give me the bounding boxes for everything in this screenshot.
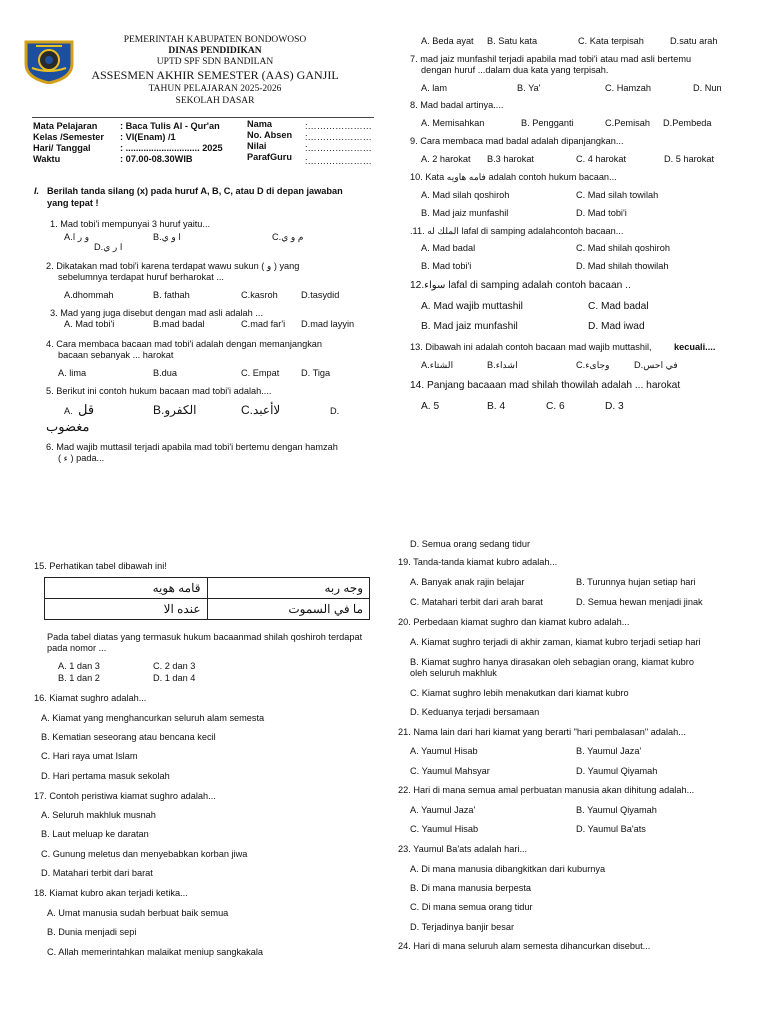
header-divider xyxy=(32,117,374,118)
question-text-line: D. 1 dan 4 xyxy=(153,673,196,683)
question-text-line: B. Mad tobi'i xyxy=(421,261,472,271)
mapel-label: Mata Pelajaran xyxy=(33,121,98,131)
header-line-3: UPTD SPF SDN BANDILAN xyxy=(156,57,274,67)
question-text-line: D. Semua hewan menjadi jinak xyxy=(576,597,703,607)
q5-option-d-arabic: مغضوب xyxy=(46,419,90,434)
question-text-line: 7. mad jaiz munfashil terjadi apabila mad tobi'i atau mad asli bertemu xyxy=(410,54,692,64)
header-line-1: PEMERINTAH KABUPATEN BONDOWOSO xyxy=(123,35,307,45)
question-text-line: C. Yaumul Hisab xyxy=(410,824,479,834)
question-text-line: D. Yaumul Ba'ats xyxy=(576,824,646,834)
question-text-line: C.mad far'i xyxy=(241,319,286,329)
question-text-line: A. Di mana manusia dibangkitkan dari kuburnya xyxy=(410,864,606,874)
question-text-line: C. Mad shilah qoshiroh xyxy=(576,243,670,253)
question-text-line: sebelumnya terdapat huruf berharokat ... xyxy=(58,272,224,282)
question-text-line: A. 5 xyxy=(421,401,440,412)
q5-option-b: B.الكفرو xyxy=(153,403,197,417)
question-text-line: 6. Mad wajib muttasil terjadi apabila mad tobi'i bertemu dengan hamzah xyxy=(46,442,338,452)
question-text-line: ( ء ) pada... xyxy=(58,453,105,463)
question-text-line: D. Matahari terbit dari barat xyxy=(41,868,153,878)
question-text-line: B.mad badal xyxy=(153,319,205,329)
question-text-line: C. 2 dan 3 xyxy=(153,661,196,671)
question-text-line: 2. Dikatakan mad tobi'i karena terdapat wawu sukun ( و ) yang xyxy=(46,261,300,271)
question-text-line: 3. Mad yang juga disebut dengan mad asli adalah ... xyxy=(50,308,263,318)
question-text-line: A. 2 harokat xyxy=(421,154,471,164)
question-text-line: C.وجاىء xyxy=(576,360,610,370)
question-text-line: 24. Hari di mana seluruh alam semesta dihancurkan disebut... xyxy=(398,941,651,951)
question-text-line: C. Empat xyxy=(241,368,280,378)
question-text-line: D. Hari pertama masuk sekolah xyxy=(41,771,170,781)
question-text-line: C.م و ي xyxy=(272,232,304,242)
question-text-line: C. Mad silah towilah xyxy=(576,190,659,200)
question-text-line: A. Memisahkan xyxy=(421,118,485,128)
nama-field[interactable]: :………………… xyxy=(305,121,372,131)
question-text-line: C. Mad badal xyxy=(588,301,649,312)
question-text-line: 19. Tanda-tanda kiamat kubro adalah... xyxy=(398,557,558,567)
question-text-line: 13. Dibawah ini adalah contoh bacaan mad wajib muttashil, xyxy=(410,342,652,352)
question-text-line: B.3 harokat xyxy=(487,154,534,164)
question-text-line: 1. Mad tobi'i mempunyai 3 huruf yaitu... xyxy=(50,219,211,229)
question-text-line: oleh seluruh makhluk xyxy=(410,668,497,678)
question-text-line: C.kasroh xyxy=(241,290,278,300)
question-text-line: dengan huruf ...dalam dua kata yang terpisah. xyxy=(421,65,609,75)
question-text-line: D.Pembeda xyxy=(663,118,712,128)
question-text-line: D. Semua orang sedang tidur xyxy=(410,539,531,549)
question-text-line: A. lima xyxy=(58,368,87,378)
question-text-line: D. Mad tobi'i xyxy=(576,208,627,218)
question-text-line: 9. Cara membaca mad badal adalah dipanjangkan... xyxy=(410,136,624,146)
question-text-line: 5. Berikut ini contoh hukum bacaan mad tobi'i adalah.... xyxy=(46,386,272,396)
paraf-field[interactable]: :………………… xyxy=(305,156,372,166)
question-text-line: A.dhommah xyxy=(64,290,114,300)
question-text-line: Pada tabel diatas yang termasuk hukum bacaanmad shilah qoshiroh terdapat xyxy=(47,632,363,642)
question-text-line: 16. Kiamat sughro adalah... xyxy=(34,693,147,703)
nama-label: Nama xyxy=(247,119,273,129)
hari-label: Hari/ Tanggal xyxy=(33,143,91,153)
question-text-line: B. Mad jaiz munfashil xyxy=(421,208,509,218)
table-cell: عنده الا xyxy=(45,599,208,620)
question-text-line: D.tasydid xyxy=(301,290,340,300)
instruction-number: I. xyxy=(34,186,40,196)
question-text-line: A. Seluruh makhluk musnah xyxy=(41,810,156,820)
question-text-line: A. Kiamat yang menghancurkan seluruh alam semesta xyxy=(41,713,265,723)
question-text-line: B. Dunia menjadi sepi xyxy=(47,927,137,937)
question-text-line: D. 5 harokat xyxy=(664,154,715,164)
question-text-line: 18. Kiamat kubro akan terjadi ketika... xyxy=(34,888,188,898)
question-text-line: D. Terjadinya banjir besar xyxy=(410,922,515,932)
question-text-line: A. Mad wajib muttashil xyxy=(421,301,523,312)
question-text-line: C. Di mana semua orang tidur xyxy=(410,902,533,912)
question-text-line: D.ا ر ي xyxy=(94,242,123,252)
table-cell: ما في السموت xyxy=(207,599,370,620)
nilai-field[interactable]: :………………… xyxy=(305,143,372,153)
question-text-line: 15. Perhatikan tabel dibawah ini! xyxy=(34,561,167,571)
question-text-line: B. Kiamat sughro hanya dirasakan oleh sebagian orang, kiamat kubro xyxy=(410,657,694,667)
question-text-line: D. 3 xyxy=(605,401,624,412)
question-text-line: 4. Cara membaca bacaan mad tobi'i adalah dengan memanjangkan xyxy=(46,339,323,349)
question-text-line: D.satu arah xyxy=(670,36,718,46)
question-text-line: D. Keduanya terjadi bersamaan xyxy=(410,707,540,717)
question-text-line: B. fathah xyxy=(153,290,190,300)
question-text-line: bacaan sebanyak ... harokat xyxy=(58,350,174,360)
instruction-line-1: Berilah tanda silang (x) pada huruf A, B, C, atau D di depan jawaban xyxy=(47,186,343,196)
question-text-line: 12.سواء lafal di samping adalah contoh bacaan .. xyxy=(410,280,631,291)
question-text-line: A. Yaumul Hisab xyxy=(410,746,478,756)
waktu-label: Waktu xyxy=(33,154,61,164)
question-text-line: B. Yaumul Jaza' xyxy=(576,746,642,756)
q5-option-d-label: D. xyxy=(330,406,340,416)
question-text-line: C. Allah memerintahkan malaikat meniup sangkakala xyxy=(47,947,264,957)
question-text-line: B. 4 xyxy=(487,401,506,412)
mapel-value: : Baca Tulis Al - Qur'an xyxy=(120,121,220,131)
question-text-line: A. Mad badal xyxy=(421,243,476,253)
absen-field[interactable]: :………………… xyxy=(305,132,372,142)
question-text-line: D. Mad iwad xyxy=(588,321,645,332)
table-cell: وجه ربه xyxy=(207,578,370,599)
question-text-line: 17. Contoh peristiwa kiamat sughro adalah... xyxy=(34,791,216,801)
question-text-line: C. 6 xyxy=(546,401,565,412)
question-text-line: B.اشداء xyxy=(487,360,518,370)
question-text-line: B. Mad jaiz munfashil xyxy=(421,321,518,332)
question-text-line: B.ا و ي xyxy=(153,232,181,242)
q5-option-a-arabic: قل xyxy=(78,402,95,417)
question-text-line: B. Pengganti xyxy=(521,118,574,128)
question-text-line: 14. Panjang bacaaan mad shilah thowilah adalah ... harokat xyxy=(410,380,681,391)
question-text-line: B. Di mana manusia berpesta xyxy=(410,883,532,893)
question-text-line: B.dua xyxy=(153,368,178,378)
question-text-line: 21. Nama lain dari hari kiamat yang berarti "hari pembalasan" adalah... xyxy=(398,727,686,737)
question-text-line: A.و ر ا xyxy=(64,232,90,242)
question-text-line: A. Banyak anak rajin belajar xyxy=(410,577,525,587)
question-text-line: B. Ya' xyxy=(517,83,541,93)
question-text-line: A. Kiamat sughro terjadi di akhir zaman, kiamat kubro terjadi setiap hari xyxy=(410,637,701,647)
question-text-line: A.الشتاء xyxy=(421,360,454,370)
question-text-line: B. 1 dan 2 xyxy=(58,673,100,683)
question-text-line: 20. Perbedaan kiamat sughro dan kiamat kubro adalah... xyxy=(398,617,630,627)
question-text-line: D. Yaumul Qiyamah xyxy=(576,766,658,776)
question-text-line: D.mad layyin xyxy=(301,319,355,329)
absen-label: No. Absen xyxy=(247,130,293,140)
table-cell: قامه هويه xyxy=(45,578,208,599)
question-text-line: A. Yaumul Jaza' xyxy=(410,805,476,815)
question-text-line: C.Pemisah xyxy=(605,118,650,128)
question-text-line: A. Mad tobi'i xyxy=(64,319,115,329)
header-line-5: TAHUN PELAJARAN 2025-2026 xyxy=(148,84,282,94)
question-text-line: B. Laut meluap ke daratan xyxy=(41,829,149,839)
q15-table xyxy=(44,577,370,620)
kelas-value: : VI(Enam) /1 xyxy=(120,132,176,142)
question-text-line: D. Tiga xyxy=(301,368,331,378)
waktu-value: : 07.00-08.30WIB xyxy=(120,154,193,164)
question-text-line: B. Kematian seseorang atau bencana kecil xyxy=(41,732,216,742)
question-text-line: C. 4 harokat xyxy=(576,154,627,164)
q5-option-c: C.لاأعبد xyxy=(241,403,281,417)
question-text-line: pada nomor ... xyxy=(47,643,107,653)
question-text-line: B. Yaumul Qiyamah xyxy=(576,805,657,815)
question-text-line: .11. الملك له lafal di samping adalahcontoh bacaan... xyxy=(410,226,624,236)
question-text-line: C. Matahari terbit dari arah barat xyxy=(410,597,543,607)
question-text-line: A. Umat manusia sudah berbuat baik semua xyxy=(47,908,229,918)
question-text-line: 10. Kata فامه هاويه adalah contoh hukum bacaan... xyxy=(410,172,617,182)
bondowoso-emblem-icon xyxy=(22,38,76,84)
header-line-2: DINAS PENDIDIKAN xyxy=(168,46,262,56)
question-text-line: D. Nun xyxy=(693,83,722,93)
nilai-label: Nilai xyxy=(247,141,267,151)
question-text-line: D. Mad shilah thowilah xyxy=(576,261,669,271)
question-text-line: B. Satu kata xyxy=(487,36,538,46)
header-line-6: SEKOLAH DASAR xyxy=(175,96,255,106)
question-text-line: C. Kata terpisah xyxy=(578,36,644,46)
question-text-line: C. Kiamat sughro lebih menakutkan dari kiamat kubro xyxy=(410,688,629,698)
question-text-line: C. Hari raya umat Islam xyxy=(41,751,138,761)
kelas-label: Kelas /Semester xyxy=(33,132,104,142)
question-text-line: 22. Hari di mana semua amal perbuatan manusia akan dihitung adalah... xyxy=(398,785,695,795)
q13-kecuali: kecuali.... xyxy=(674,342,716,352)
question-text-line: 23. Yaumul Ba'ats adalah hari... xyxy=(398,844,528,854)
question-text-line: A. Mad silah qoshiroh xyxy=(421,190,510,200)
hari-value: : ............................. 2025 xyxy=(120,143,223,153)
question-text-line: A. 1 dan 3 xyxy=(58,661,100,671)
exam-title: ASSESMEN AKHIR SEMESTER (AAS) GANJIL xyxy=(91,68,339,82)
question-text-line: A. Beda ayat xyxy=(421,36,474,46)
q5-option-a-label: A. xyxy=(64,406,73,416)
question-text-line: 8. Mad badal artinya.... xyxy=(410,100,504,110)
paraf-label: ParafGuru xyxy=(247,152,292,162)
question-text-line: C. Hamzah xyxy=(605,83,651,93)
question-text-line: B. Turunnya hujan setiap hari xyxy=(576,577,696,587)
question-text-line: C. Gunung meletus dan menyebabkan korban jiwa xyxy=(41,849,248,859)
instruction-line-2: yang tepat ! xyxy=(47,198,99,208)
question-text-line: D.في احس xyxy=(634,360,678,370)
question-text-line: A. lam xyxy=(421,83,448,93)
question-text-line: C. Yaumul Mahsyar xyxy=(410,766,490,776)
